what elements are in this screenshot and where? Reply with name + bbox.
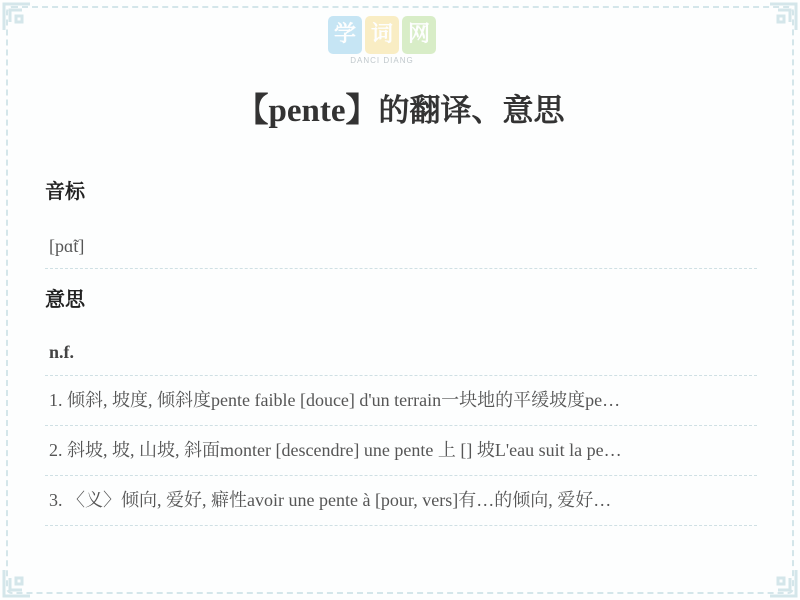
logo-tile: 词 — [365, 16, 399, 54]
page-title — [0, 86, 800, 136]
phonetic-value: [pɑ̃t] — [49, 236, 85, 256]
meaning-item-text: 3. 〈义〉倾向, 爱好, 癖性avoir une pente à [pour, vers]有…的倾向, 爱好… — [49, 490, 612, 510]
title-word: pente — [268, 93, 346, 129]
phonetic-heading: 音标 — [45, 179, 85, 203]
logo-subtitle: DANCI DIANG — [350, 56, 414, 65]
part-of-speech-row — [45, 331, 757, 376]
site-logo[interactable] — [326, 16, 438, 78]
meaning-item[interactable] — [45, 426, 757, 476]
meaning-item-text: 1. 倾斜, 坡度, 倾斜度pente faible [douce] d'un terrain一块地的平缓坡度pe… — [49, 390, 621, 410]
meaning-item[interactable] — [45, 376, 757, 426]
corner-ornament-icon — [754, 0, 800, 46]
logo-tile: 学 — [328, 16, 362, 54]
corner-ornament-icon — [0, 0, 46, 46]
meaning-item-text: 2. 斜坡, 坡, 山坡, 斜面monter [descendre] une pente 上 [] 坡L'eau suit la pe… — [49, 440, 622, 460]
logo-tiles — [326, 16, 438, 54]
title-suffix: 的翻译、意思 — [378, 93, 565, 129]
part-of-speech: n.f. — [49, 342, 75, 362]
corner-ornament-icon — [754, 554, 800, 600]
title-close-bracket: 】 — [345, 93, 379, 129]
title-open-bracket: 【 — [235, 93, 269, 129]
phonetic-row — [45, 226, 757, 269]
meaning-heading: 意思 — [45, 287, 85, 311]
meaning-item[interactable] — [45, 476, 757, 526]
logo-tile: 网 — [402, 16, 436, 54]
corner-ornament-icon — [0, 554, 46, 600]
